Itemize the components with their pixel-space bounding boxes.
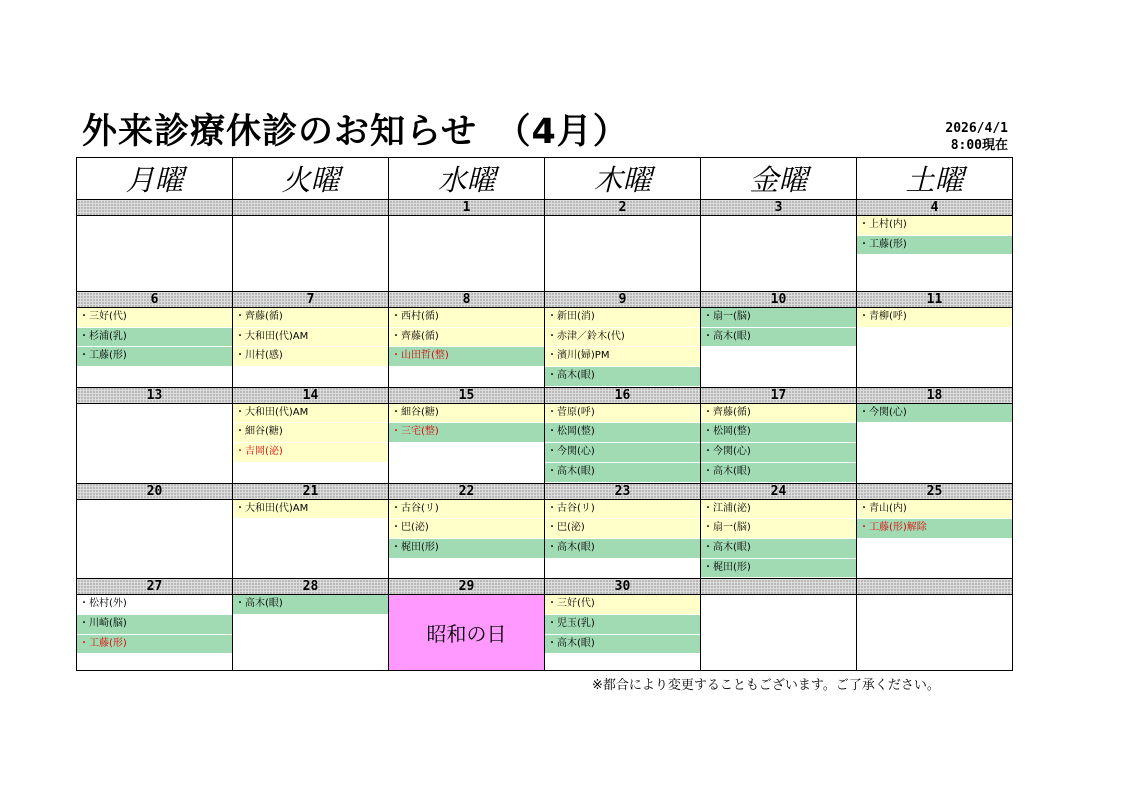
closure-entry: ・高木(眼) <box>545 539 700 559</box>
day-cell <box>857 308 1013 388</box>
closure-entry: ・大和田(代)AM <box>233 404 388 424</box>
day-cell <box>701 308 857 388</box>
date-number: 8 <box>389 292 545 308</box>
closure-entry: ・梶田(形) <box>389 539 544 559</box>
day-cell <box>701 499 857 579</box>
closure-list <box>857 404 1012 424</box>
date-number: 15 <box>389 387 545 403</box>
date-number: 28 <box>233 579 389 595</box>
schedule-row <box>77 216 1013 292</box>
day-cell <box>857 595 1013 671</box>
closure-entry: ・児玉(乳) <box>545 615 700 635</box>
date-number <box>77 200 233 216</box>
date-number: 20 <box>77 483 233 499</box>
day-cell <box>857 499 1013 579</box>
closure-entry: ・新田(消) <box>545 308 700 328</box>
day-cell <box>857 216 1013 292</box>
closure-list <box>701 404 856 483</box>
day-cell <box>701 216 857 292</box>
closure-entry: ・松村(外) <box>77 595 232 615</box>
closure-entry: ・青山(内) <box>857 500 1012 520</box>
date-number: 24 <box>701 483 857 499</box>
day-cell <box>77 308 233 388</box>
day-cell <box>77 216 233 292</box>
date-row <box>77 292 1013 308</box>
holiday-label: 昭和の日 <box>426 622 507 647</box>
closure-entry: ・三好(代) <box>77 308 232 328</box>
closure-list <box>233 404 388 463</box>
weekday-fri: 金曜 <box>701 158 857 200</box>
day-cell <box>545 499 701 579</box>
closure-entry: ・工藤(形) <box>77 635 232 655</box>
day-cell <box>389 308 545 388</box>
closure-entry: ・松岡(整) <box>545 423 700 443</box>
closure-list <box>545 500 700 559</box>
closure-entry: ・扇一(脳) <box>701 519 856 539</box>
closure-list <box>857 308 1012 328</box>
schedule-row <box>77 499 1013 579</box>
weekday-wed: 水曜 <box>389 158 545 200</box>
day-cell <box>545 308 701 388</box>
date-number: 13 <box>77 387 233 403</box>
closure-list <box>857 216 1012 255</box>
date-number <box>701 579 857 595</box>
closure-list <box>77 308 232 367</box>
schedule-row <box>77 403 1013 483</box>
closure-entry: ・工藤(形) <box>77 347 232 367</box>
date-number: 3 <box>701 200 857 216</box>
closure-entry: ・巴(泌) <box>545 519 700 539</box>
day-cell <box>701 403 857 483</box>
closure-entry: ・大和田(代)AM <box>233 328 388 348</box>
date-number: 22 <box>389 483 545 499</box>
closure-entry: ・杉浦(乳) <box>77 328 232 348</box>
day-cell <box>701 595 857 671</box>
closure-entry: ・菅原(呼) <box>545 404 700 424</box>
day-cell <box>545 595 701 671</box>
closure-entry: ・齊藤(循) <box>389 328 544 348</box>
weekday-sat: 土曜 <box>857 158 1013 200</box>
closure-list <box>233 500 388 520</box>
closure-entry: ・上村(内) <box>857 216 1012 236</box>
date-number: 30 <box>545 579 701 595</box>
closure-entry: ・今関(心) <box>545 443 700 463</box>
closure-entry: ・松岡(整) <box>701 423 856 443</box>
date-number: 1 <box>389 200 545 216</box>
closure-entry: ・山田哲(整) <box>389 347 544 367</box>
date-number: 27 <box>77 579 233 595</box>
day-cell <box>545 403 701 483</box>
closure-entry: ・高木(眼) <box>233 595 388 615</box>
weekday-tue: 火曜 <box>233 158 389 200</box>
date-row <box>77 200 1013 216</box>
closure-entry: ・齊藤(循) <box>233 308 388 328</box>
date-number: 16 <box>545 387 701 403</box>
closure-list <box>545 595 700 654</box>
closure-entry: ・川崎(脳) <box>77 615 232 635</box>
closure-entry: ・高木(眼) <box>701 328 856 348</box>
closure-entry: ・細谷(糖) <box>389 404 544 424</box>
day-cell <box>545 216 701 292</box>
day-cell <box>389 216 545 292</box>
date-number: 21 <box>233 483 389 499</box>
day-cell <box>233 308 389 388</box>
closure-entry: ・今関(心) <box>857 404 1012 424</box>
closure-list <box>389 308 544 367</box>
date-number: 23 <box>545 483 701 499</box>
closure-list <box>857 500 1012 539</box>
day-cell <box>389 499 545 579</box>
closure-list <box>545 404 700 483</box>
closure-entry: ・齊藤(循) <box>701 404 856 424</box>
page-title: 外来診療休診のお知らせ （4月） <box>82 112 629 152</box>
weekday-mon: 月曜 <box>77 158 233 200</box>
date-number: 17 <box>701 387 857 403</box>
day-cell <box>233 595 389 671</box>
closure-entry: ・濱川(婦)PM <box>545 347 700 367</box>
closure-entry: ・三好(代) <box>545 595 700 615</box>
date-number: 10 <box>701 292 857 308</box>
date-number: 9 <box>545 292 701 308</box>
date-number: 4 <box>857 200 1013 216</box>
date-row <box>77 483 1013 499</box>
closure-entry: ・高木(眼) <box>545 463 700 483</box>
date-number: 2 <box>545 200 701 216</box>
as-of-date: 2026/4/1 <box>945 121 1008 136</box>
day-cell <box>233 403 389 483</box>
closure-entry: ・江浦(泌) <box>701 500 856 520</box>
day-cell <box>233 499 389 579</box>
closure-list <box>545 308 700 387</box>
date-number: 6 <box>77 292 233 308</box>
day-cell <box>857 403 1013 483</box>
closure-entry: ・工藤(形) <box>857 236 1012 256</box>
as-of-time: 8:00現在 <box>950 138 1008 153</box>
schedule-row <box>77 308 1013 388</box>
closure-entry: ・高木(眼) <box>545 635 700 655</box>
closure-entry: ・吉岡(泌) <box>233 443 388 463</box>
date-number <box>857 579 1013 595</box>
closure-entry: ・今関(心) <box>701 443 856 463</box>
closure-entry: ・三宅(整) <box>389 423 544 443</box>
calendar-table <box>76 157 1013 671</box>
closure-list <box>701 500 856 579</box>
day-cell <box>389 403 545 483</box>
closure-entry: ・大和田(代)AM <box>233 500 388 520</box>
day-cell <box>77 499 233 579</box>
as-of-stamp <box>922 120 1008 154</box>
date-number: 7 <box>233 292 389 308</box>
closure-entry: ・西村(循) <box>389 308 544 328</box>
closure-list <box>701 308 856 347</box>
schedule-row <box>77 595 1013 671</box>
day-cell <box>77 595 233 671</box>
closure-list <box>389 404 544 443</box>
closure-list <box>233 308 388 367</box>
closure-list <box>389 500 544 559</box>
closure-entry: ・工藤(形)解除 <box>857 519 1012 539</box>
closure-entry: ・高木(眼) <box>545 367 700 387</box>
date-number: 14 <box>233 387 389 403</box>
footnote: ※都合により変更することもございます。ご了承ください。 <box>592 678 940 693</box>
date-number <box>233 200 389 216</box>
closure-entry: ・扇一(脳) <box>701 308 856 328</box>
day-cell <box>77 403 233 483</box>
closure-entry: ・古谷(リ) <box>389 500 544 520</box>
date-row <box>77 387 1013 403</box>
date-number: 11 <box>857 292 1013 308</box>
date-row <box>77 579 1013 595</box>
closure-entry: ・高木(眼) <box>701 539 856 559</box>
holiday-cell <box>389 595 545 671</box>
closure-list <box>233 595 388 615</box>
weekday-header-row <box>77 158 1013 200</box>
closure-list <box>77 595 232 654</box>
closure-entry: ・細谷(糖) <box>233 423 388 443</box>
closure-entry: ・青柳(呼) <box>857 308 1012 328</box>
closure-entry: ・古谷(リ) <box>545 500 700 520</box>
closure-entry: ・梶田(形) <box>701 559 856 579</box>
day-cell <box>233 216 389 292</box>
closure-entry: ・川村(感) <box>233 347 388 367</box>
weekday-thu: 木曜 <box>545 158 701 200</box>
date-number: 18 <box>857 387 1013 403</box>
closure-entry: ・巴(泌) <box>389 519 544 539</box>
closure-entry: ・高木(眼) <box>701 463 856 483</box>
date-number: 29 <box>389 579 545 595</box>
closure-entry: ・赤津／鈴木(代) <box>545 328 700 348</box>
date-number: 25 <box>857 483 1013 499</box>
